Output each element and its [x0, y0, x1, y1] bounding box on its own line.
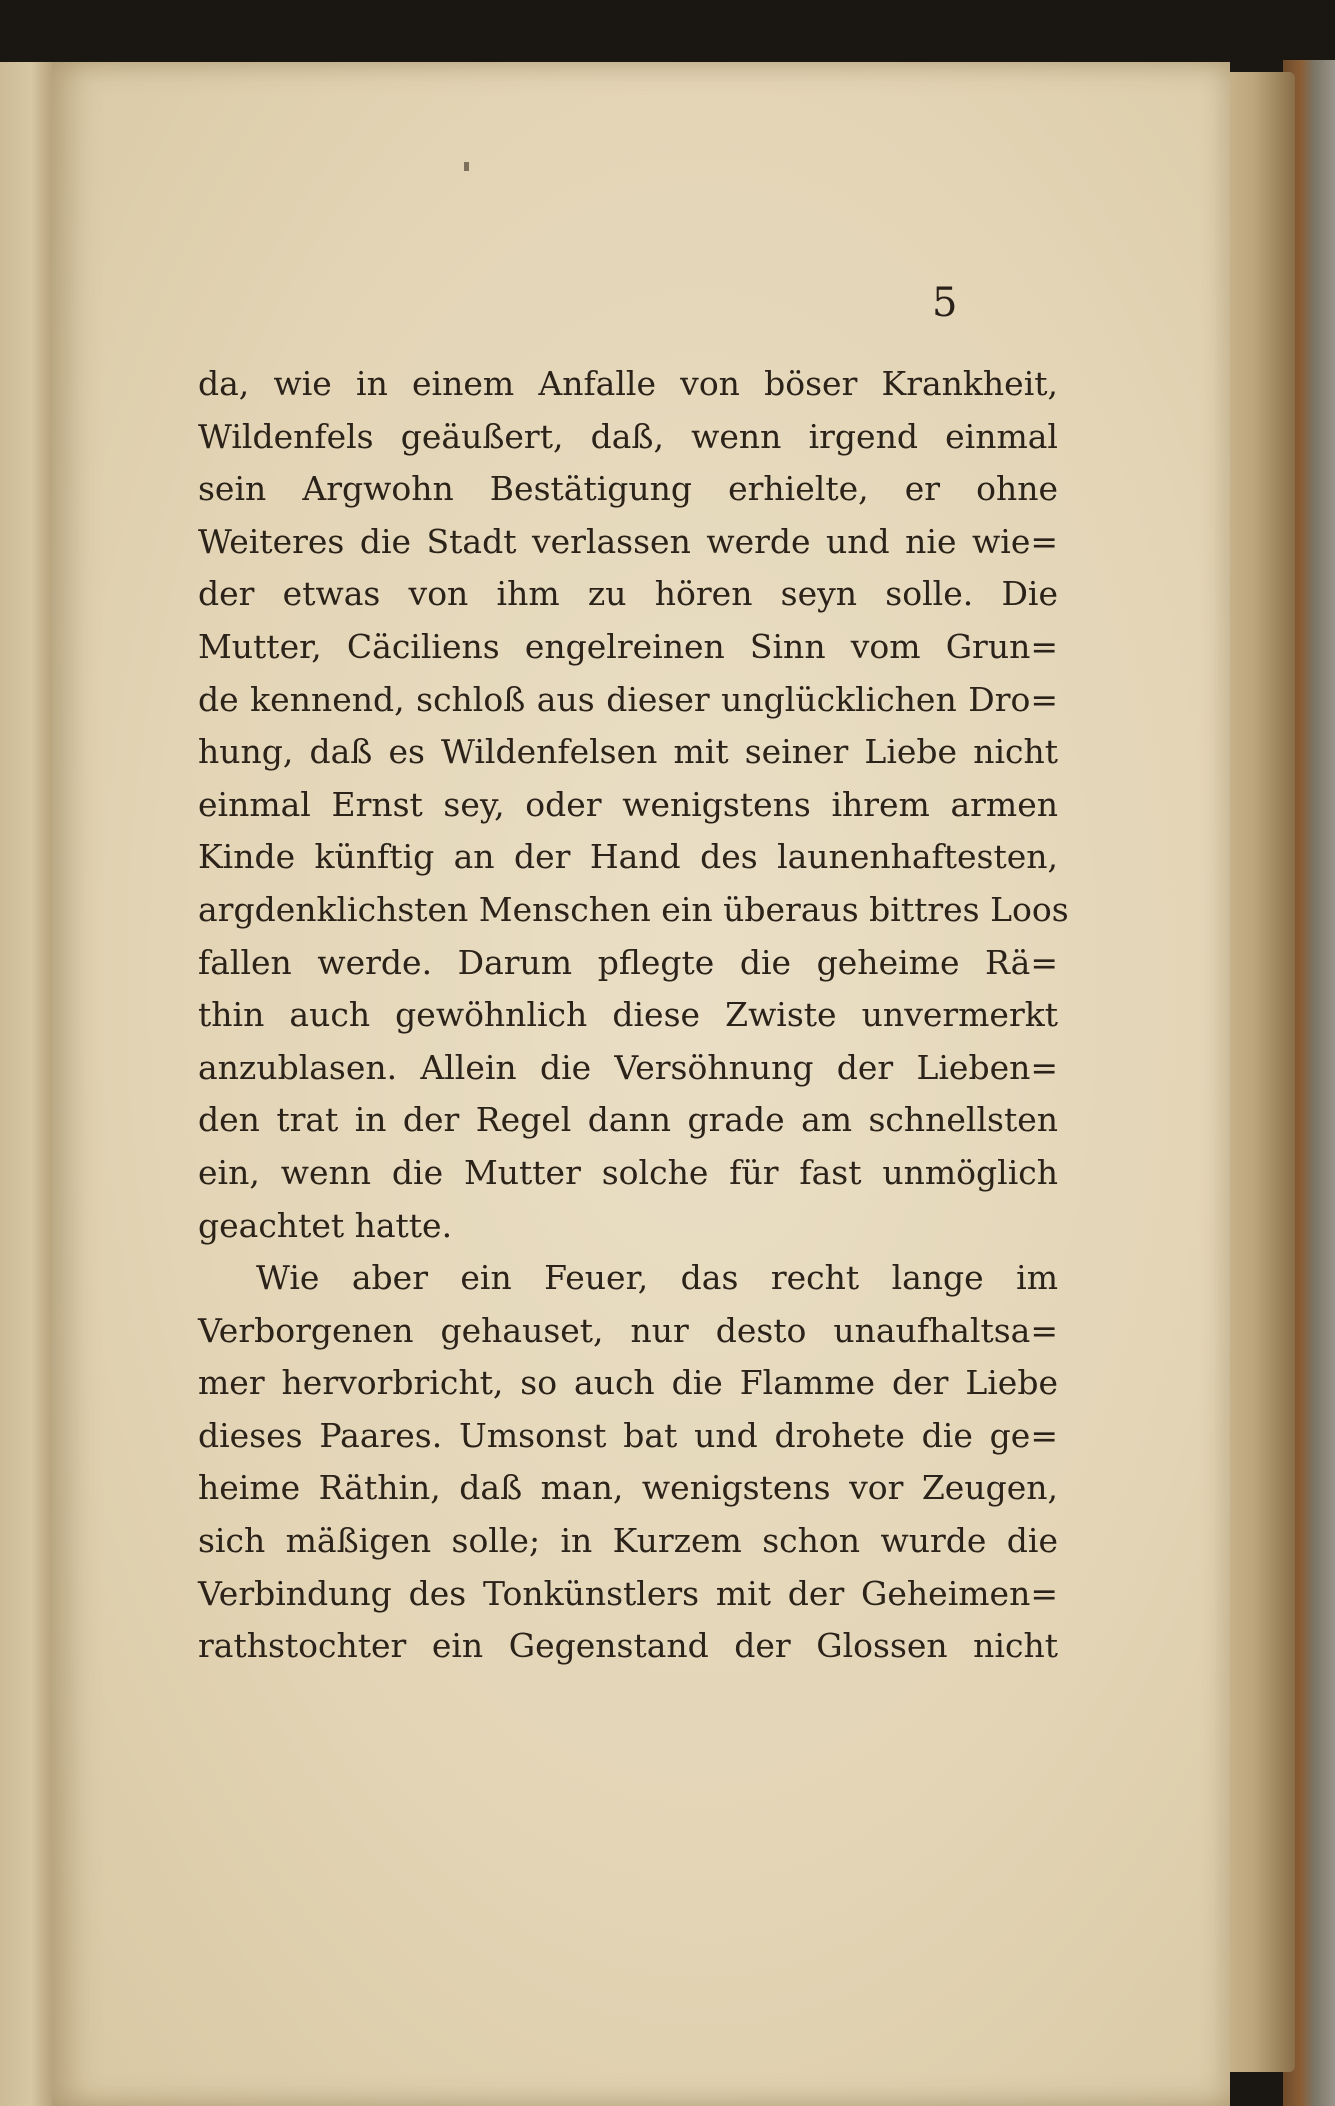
text-line: de kennend, schloß aus dieser unglücklichen Dro= [198, 679, 1058, 719]
text-line: rathstochter ein Gegenstand der Glossen nicht [198, 1626, 1058, 1666]
text-line: Verborgenen gehauset, nur desto unaufhaltsa= [198, 1310, 1058, 1350]
text-line: argdenklichsten Menschen ein überaus bittres Loos [198, 889, 1069, 929]
ink-speck [464, 162, 469, 171]
page-block-edge [1225, 72, 1295, 2072]
facing-page-edge [0, 62, 52, 2106]
page-number: 5 [932, 280, 958, 326]
text-line: sich mäßigen solle; in Kurzem schon wurde die [198, 1521, 1058, 1561]
text-line: anzublasen. Allein die Versöhnung der Lieben= [198, 1047, 1058, 1087]
text-line: Wildenfels geäußert, daß, wenn irgend einmal [198, 416, 1058, 456]
text-line: da, wie in einem Anfalle von böser Krankheit, [198, 364, 1058, 403]
text-line: sein Argwohn Bestätigung erhielte, er ohne [198, 469, 1058, 509]
text-line: Kinde künftig an der Hand des launenhaftesten, [198, 837, 1058, 877]
text-line: heime Räthin, daß man, wenigstens vor Zeugen, [198, 1468, 1058, 1508]
text-line-paragraph-end: geachtet hatte. [198, 1205, 453, 1245]
text-line: hung, daß es Wildenfelsen mit seiner Liebe nicht [198, 732, 1058, 772]
text-line: einmal Ernst sey, oder wenigstens ihrem armen [198, 784, 1058, 824]
text-line: der etwas von ihm zu hören seyn solle. Die [198, 574, 1058, 614]
text-line: ein, wenn die Mutter solche für fast unmöglich [198, 1152, 1058, 1192]
text-line: Mutter, Cäciliens engelreinen Sinn vom Grun= [198, 626, 1058, 666]
text-line-paragraph-start: Wie aber ein Feuer, das recht lange im [256, 1258, 1058, 1298]
text-line: thin auch gewöhnlich diese Zwiste unvermerkt [198, 995, 1058, 1035]
text-line: Weiteres die Stadt verlassen werde und nie wie= [198, 521, 1058, 561]
text-line: fallen werde. Darum pflegte die geheime Rä= [198, 942, 1058, 982]
text-line: mer hervorbricht, so auch die Flamme der Liebe [198, 1363, 1058, 1403]
book-page [52, 62, 1230, 2106]
text-line: Verbindung des Tonkünstlers mit der Geheimen= [198, 1573, 1058, 1613]
body-text [198, 358, 1069, 1673]
text-line: den trat in der Regel dann grade am schnellsten [198, 1100, 1058, 1140]
text-line: dieses Paares. Umsonst bat und drohete die ge= [198, 1415, 1058, 1455]
